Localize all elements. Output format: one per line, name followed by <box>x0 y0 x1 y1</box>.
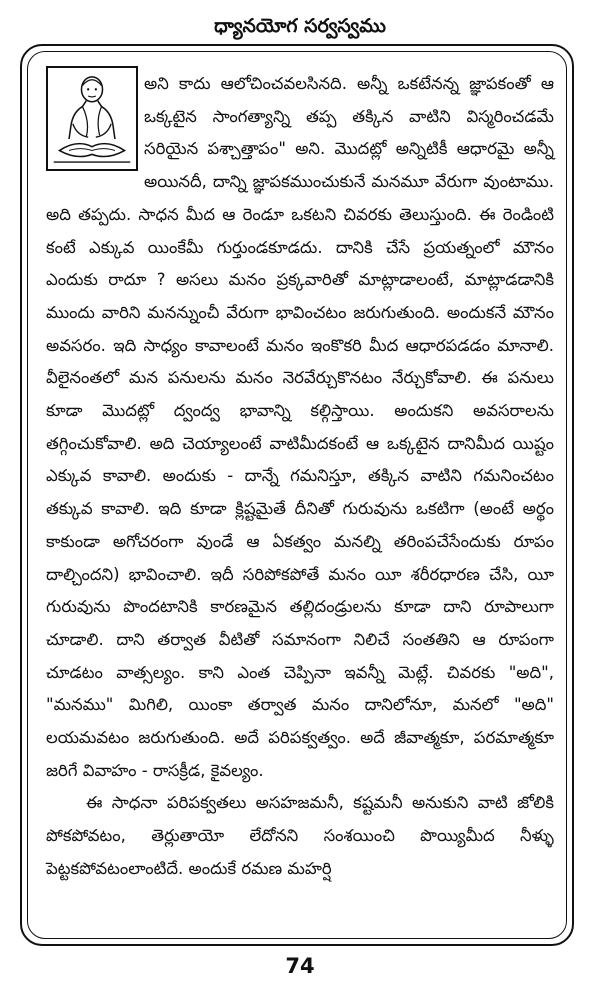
paragraph-1: అని కాదు ఆలోచించవలసినది. అన్నీ ఒకటేనన్న జ్ఞాపకంతో ఆ ఒక్కటైన సాంగత్యాన్ని తప్ప తక్కిన వాటిని విస్మరించడమే సరియైన పశ్చాత్తాపం" అని. మొదట్లో అన్నిటికీ ఆధారమై అన్నీ అయినదీ, దాన్ని జ్ఞాపకముంచుకునే మనమూ వేరుగా వుంటాము. అది తప్పదు. సాధన మీద ఆ రెండూ ఒకటని చివరకు తెలుస్తుంది. ఈ రెండింటి కంటే ఎక్కువ యింకేమీ గుర్తుండకూడదు. దానికి చేసే ప్రయత్నంలో మౌనం ఎందుకు రాదూ ? అసలు మనం ప్రక్కవారితో మాట్లాడాలంటే, మాట్లాడడానికి ముందు వారిని మనన్నుంచీ వేరుగా భావించటం జరుగుతుంది. అందుకనే మౌనం అవసరం. ఇది సాధ్యం కావాలంటే మనం ఇంకొకరి మీద ఆధారపడడం మానాలి. వీలైనంతలో మన పనులను మనం నెరవేర్చుకొనటం నేర్చుకోవాలి. ఈ పనులు కూడా మొదట్లో ద్వంద్వ భావాన్ని కల్గిస్తాయి. అందుకని అవసరాలను తగ్గించుకోవాలి. అది చెయ్యాలంటే వాటిమీదకంటే ఆ ఒక్కటైన దానిమీద యిష్టం ఎక్కువ కావాలి. అందుకు - దాన్నే గమనిస్తూ, తక్కిన వాటిని గమనించటం తక్కువ కావాలి. ఇది కూడా క్లిష్టమైతే దీనితో గురువును ఒకటిగా (అంటే అర్థం కాకుండా అగోచరంగా వుండే ఆ ఏకత్వం మనల్ని తరింపచేసేందుకు రూపం దాల్చిందని) భావించాలి. ఇదీ సరిపోకపోతే మనం యీ శరీరధారణ చేసి, యీ గురువును పొందటానికి కారణమైన తల్లిదండ్రులను కూడా దాని రూపాలుగా చూడాలి. దాని తర్వాత వీటితో సమానంగా నిలిచే సంతతిని ఆ రూపంగా చూడటం వాత్సల్యం. కాని ఎంత చెప్పినా ఇవన్నీ మెట్లే. చివరకు "అది", "మనము" మిగిలి, యింకా తర్వాత మనం దానిలోనూ, మనలో "అది" లయమవటం జరుగుతుంది. అదే పరిపక్వత్వం. అదే జీవాత్మకూ, పరమాత్మకూ జరిగే వివాహం - రాసక్రీడ, కైవల్యం. <box>46 74 554 780</box>
running-header: ధ్యానయోగ సర్వస్వము <box>214 15 386 37</box>
meditating-sage-icon <box>46 66 138 171</box>
paragraph-2: ఈ సాధనా పరిపక్వతలు అసహజమనీ, కష్టమనీ అనుకుని వాటి జోలికి పోకపోవటం, తెర్లుతాయో లేదోనని సంశయించి పొయ్యిమీద నీళ్ళు పెట్టకపోవటంలాంటిదే. అందుకే రమణ మహర్షి <box>46 793 554 878</box>
page-number: 74 <box>285 954 315 978</box>
body-text <box>46 68 554 938</box>
